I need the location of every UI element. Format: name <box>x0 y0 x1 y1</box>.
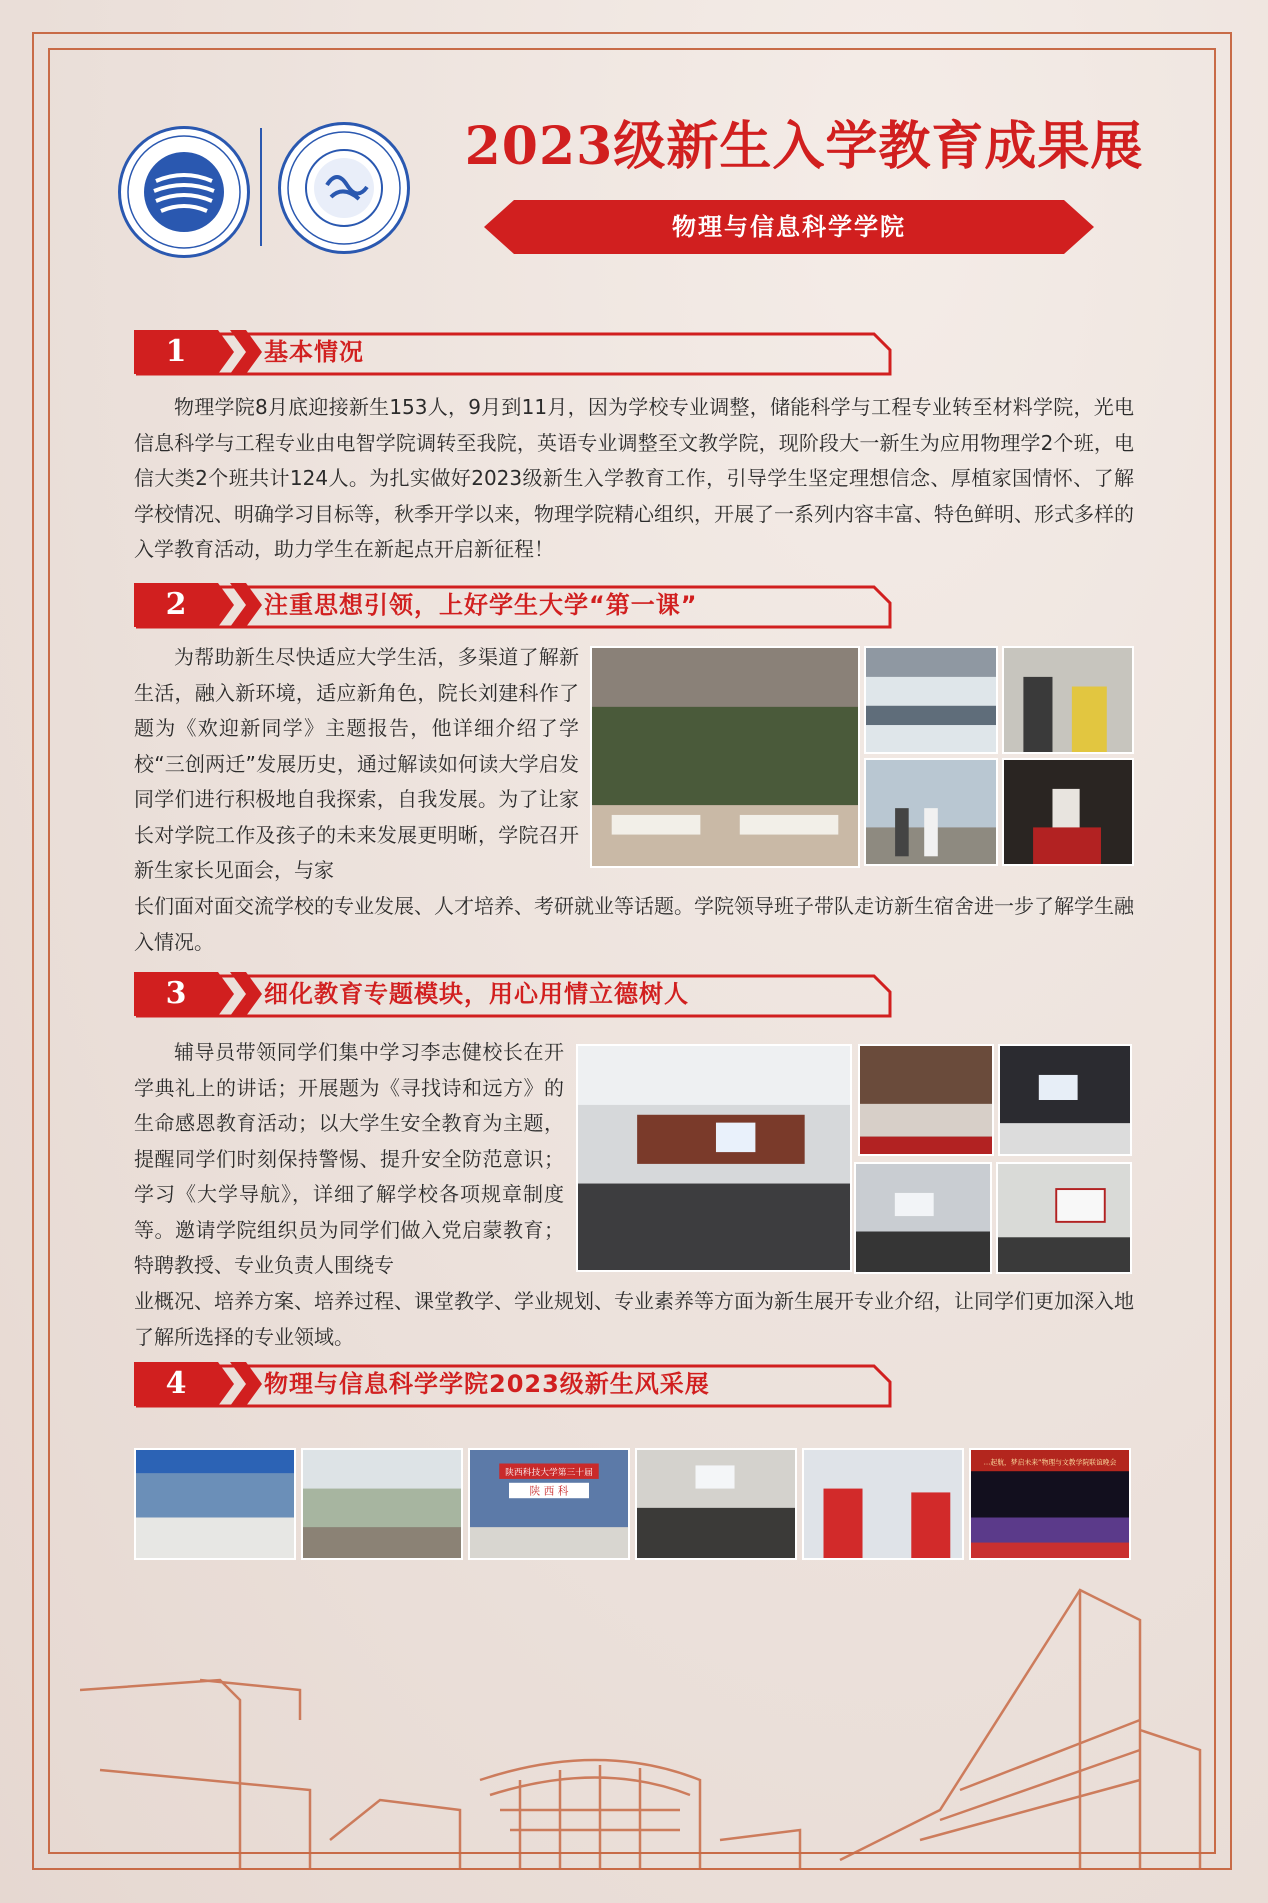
section-2-number: 2 <box>165 587 187 622</box>
logo-divider <box>260 128 262 246</box>
photo-strip-5 <box>802 1448 964 1560</box>
photo-dorm-room <box>864 758 998 866</box>
college-logo <box>278 122 410 254</box>
section-4-number: 4 <box>165 1366 187 1401</box>
photo-3-banner-text: 陕西科技大学第三十届 <box>505 1468 593 1479</box>
photo-strip-4 <box>635 1448 797 1560</box>
photo-group-event <box>858 1044 994 1156</box>
college-name: 物理与信息科学学院 <box>672 213 906 241</box>
college-emblem-icon <box>281 125 407 251</box>
photo-speaker-podium <box>1002 758 1134 866</box>
presentation-image <box>998 1164 1130 1272</box>
section-3-number: 3 <box>165 976 187 1011</box>
photo-strip-6 <box>969 1448 1131 1560</box>
section-4-title: 物理与信息科学学院2023级新生风采展 <box>264 1370 710 1398</box>
photo-strip-3 <box>468 1448 630 1560</box>
college-banner <box>484 200 1094 254</box>
dorm-visit-image <box>1004 648 1132 752</box>
lecture-hall-image <box>592 648 858 866</box>
section-1-title: 基本情况 <box>264 338 364 366</box>
seminar-room-image <box>1000 1046 1130 1154</box>
section-1-text: 物理学院8月底迎接新生153人，9月到11月，因为学校专业调整，储能科学与工程专业转至材料学院，光电信息科学与工程专业由电智学院调转至我院，英语专业调整至文教学院，现阶段大一新生为应用物理学2个班，电信大类2个班共计124人。为扎实做好2023级新生入学教育工作，引导学生坚定理想信念、厚植家国情怀、了解学校情况、明确学习目标等，秋季开学以来，物理学院精心组织，开展了一系列内容丰富、特色鲜明、形式多样的入学教育活动，助力学生在新起点开启新征程！ <box>134 395 1134 561</box>
sports-team-image <box>470 1450 628 1558</box>
photo-6-banner-text: …起航，梦启未来”物理与文教学院联谊晚会 <box>983 1458 1117 1467</box>
classroom-image <box>637 1450 795 1558</box>
photo-lecture-hall <box>590 646 860 868</box>
students-classroom-image <box>856 1164 990 1272</box>
section-1-number: 1 <box>165 334 187 369</box>
photo-students-classroom <box>854 1162 992 1274</box>
section-ribbon-icon <box>134 330 894 376</box>
photo-3-sign-text: 陕 西 科 <box>529 1484 569 1498</box>
section-3-text-side: 辅导员带领同学们集中学习李志健校长在开学典礼上的讲话；开展题为《寻找诗和远方》的生命感恩教育活动；以大学生安全教育为主题，提醒同学们时刻保持警惕、提升安全防范意识；学习《大学导航》，详细了解学校各项规章制度等。邀请学院组织员为同学们做入党启蒙教育；特聘教授、专业负责人围绕专 <box>134 1040 564 1277</box>
students-sitting-image <box>866 648 996 752</box>
university-emblem-icon <box>121 129 247 255</box>
evening-gala-image <box>971 1450 1129 1558</box>
section-3-title: 细化教育专题模块，用心用情立德树人 <box>264 980 689 1008</box>
photo-seminar-room <box>998 1044 1132 1156</box>
page-title: 2023级新生入学教育成果展 <box>464 116 1144 177</box>
section-3-text-full: 业概况、培养方案、培养过程、课堂教学、学业规划、专业素养等方面为新生展开专业介绍，让同学们更加深入地了解所选择的专业领域。 <box>134 1289 1134 1349</box>
section-2-text-full: 长们面对面交流学校的专业发展、人才培养、考研就业等话题。学院领导班子带队走访新生宿舍进一步了解学生融入情况。 <box>134 894 1134 954</box>
speaker-podium-image <box>1004 760 1132 864</box>
campus-skyline-illustration <box>80 1580 1210 1870</box>
dorm-room-image <box>866 760 996 864</box>
university-logo <box>118 126 250 258</box>
classroom-lecture-image <box>578 1046 850 1270</box>
photo-strip-2 <box>301 1448 463 1560</box>
photo-strip-1 <box>134 1448 296 1560</box>
section-2-text-side: 为帮助新生尽快适应大学生活，多渠道了解新生活，融入新环境，适应新角色，院长刘建科作了题为《欢迎新同学》主题报告，他详细介绍了学校“三创两迁”发展历史，通过解读如何读大学启发同学们进行积极地自我探索，自我发展。为了让家长对学院工作及孩子的未来发展更明晰，学院召开新生家长见面会，与家 <box>134 645 579 882</box>
group-event-image <box>860 1046 992 1154</box>
photo-presentation <box>996 1162 1132 1274</box>
volunteers-image <box>804 1450 962 1558</box>
photo-classroom-lecture <box>576 1044 852 1272</box>
campus-group-image <box>136 1450 294 1558</box>
section-4-header <box>134 1362 894 1408</box>
section-1-header <box>134 330 894 376</box>
photo-dorm-visit <box>1002 646 1134 754</box>
photo-students-sitting <box>864 646 998 754</box>
campus-walk-image <box>303 1450 461 1558</box>
section-3-header <box>134 972 894 1018</box>
section-2-title: 注重思想引领，上好学生大学“第一课” <box>264 591 698 619</box>
section-2-header <box>134 583 894 629</box>
